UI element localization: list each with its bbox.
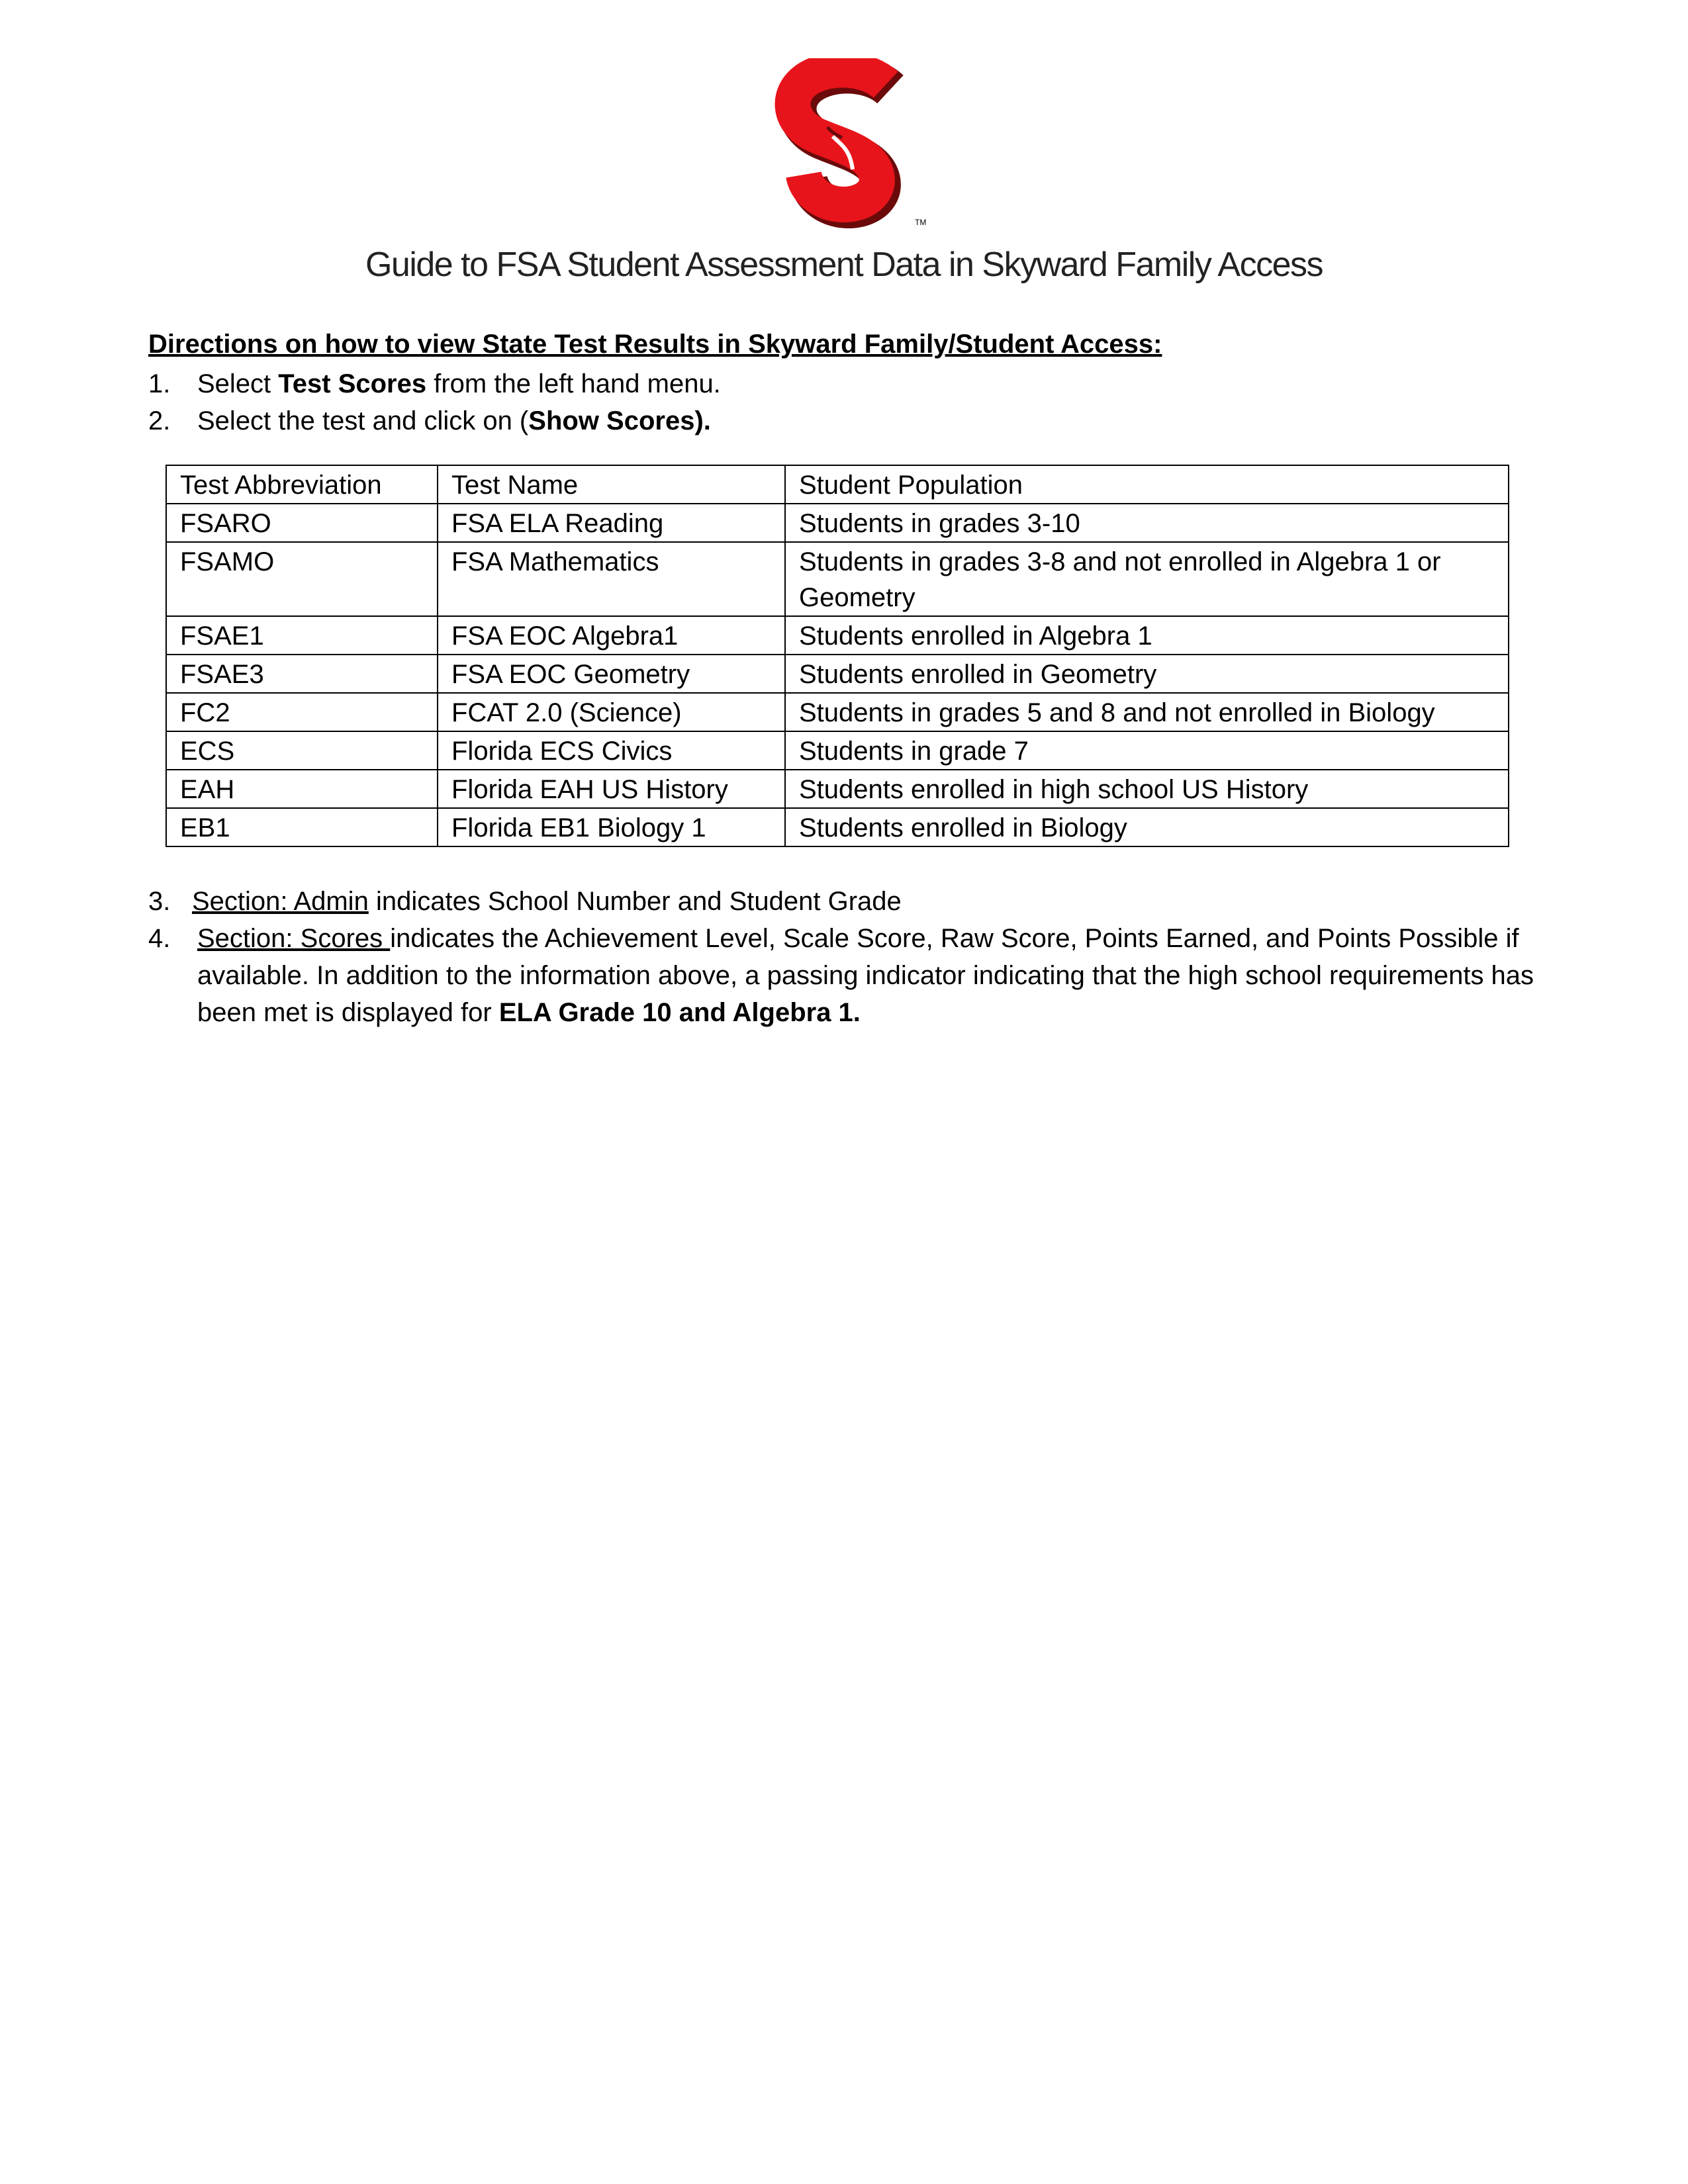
- trademark-mark: TM: [915, 218, 927, 227]
- table-cell: Florida EAH US History: [438, 770, 785, 808]
- step-number: 3.: [148, 887, 171, 916]
- table-row: [166, 504, 1509, 542]
- step-number: 4.: [148, 924, 171, 953]
- test-table: [165, 465, 1509, 847]
- table-row: [166, 693, 1509, 731]
- table-cell: Students enrolled in Geometry: [785, 655, 1509, 693]
- table-cell: Students enrolled in Biology: [785, 808, 1509, 846]
- table-cell: EB1: [166, 808, 438, 846]
- step-4: [148, 920, 1591, 1032]
- table-cell: FSA EOC Algebra1: [438, 616, 785, 655]
- table-cell: Students enrolled in Algebra 1: [785, 616, 1509, 655]
- table-cell: Students in grades 5 and 8 and not enrolled in Biology: [785, 693, 1509, 731]
- table-cell: EAH: [166, 770, 438, 808]
- step-2: [148, 402, 1605, 439]
- table-row: [166, 731, 1509, 770]
- step-number: 1.: [148, 369, 171, 398]
- step-text: Section: Admin indicates School Number and Student Grade: [192, 887, 902, 916]
- directions-heading: Directions on how to view State Test Results in Skyward Family/Student Access:: [148, 330, 1162, 359]
- table-row: [166, 808, 1509, 846]
- step-number: 2.: [148, 406, 171, 435]
- page-title: Guide to FSA Student Assessment Data in Skyward Family Access: [365, 246, 1323, 284]
- table-cell: FSAE1: [166, 616, 438, 655]
- table-row: [166, 655, 1509, 693]
- step-3: [148, 883, 1605, 920]
- table-row: [166, 770, 1509, 808]
- step-1: [148, 365, 1605, 402]
- table-cell: FCAT 2.0 (Science): [438, 693, 785, 731]
- table-cell: Florida EB1 Biology 1: [438, 808, 785, 846]
- table-header-row: [166, 465, 1509, 504]
- header-cell: Test Name: [438, 465, 785, 504]
- table-cell: ECS: [166, 731, 438, 770]
- step-text: Select the test and click on (Show Scores).: [197, 406, 711, 435]
- header-cell: Student Population: [785, 465, 1509, 504]
- table-cell: FSA EOC Geometry: [438, 655, 785, 693]
- table-cell: FSARO: [166, 504, 438, 542]
- table-cell: FC2: [166, 693, 438, 731]
- header-cell: Test Abbreviation: [166, 465, 438, 504]
- table-cell: Students in grades 3-10: [785, 504, 1509, 542]
- table-cell: Students in grade 7: [785, 731, 1509, 770]
- step-text: Section: Scores indicates the Achievement Level, Scale Score, Raw Score, Points Earned, and Points Possible if available. In addition to the information above, a passing indicator indicating that the high school requirements has been met is displayed for ELA Grade 10 and Algebra 1.: [197, 924, 1534, 1027]
- table-cell: Florida ECS Civics: [438, 731, 785, 770]
- table-cell: FSA ELA Reading: [438, 504, 785, 542]
- table-cell: Students in grades 3-8 and not enrolled in Algebra 1 or Geometry: [785, 542, 1509, 616]
- step-text: Select Test Scores from the left hand menu.: [197, 369, 721, 398]
- table-row: [166, 542, 1509, 616]
- table-cell: FSAE3: [166, 655, 438, 693]
- table-cell: FSAMO: [166, 542, 438, 616]
- table-cell: Students enrolled in high school US History: [785, 770, 1509, 808]
- table-row: [166, 616, 1509, 655]
- skyward-logo: [768, 58, 927, 230]
- table-cell: FSA Mathematics: [438, 542, 785, 616]
